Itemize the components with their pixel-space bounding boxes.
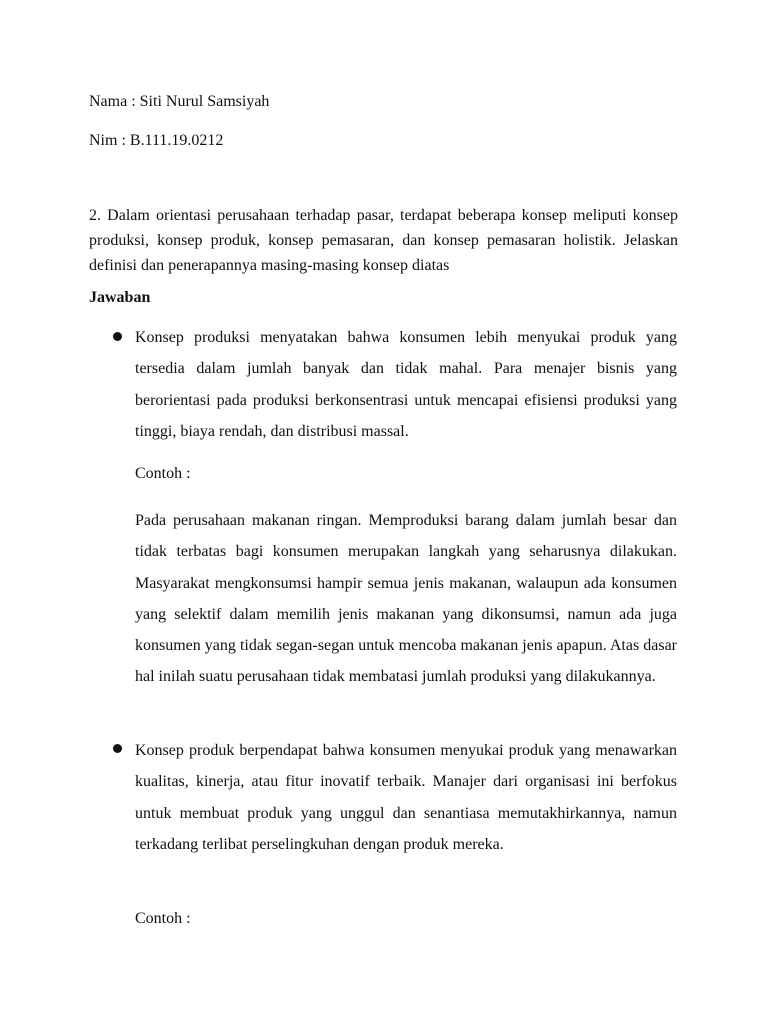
production-concept-text: Konsep produksi menyatakan bahwa konsumen lebih menyukai produk yang tersedia dalam jumlah banyak dan tidak mahal. Para menajer bisnis yang berorientasi pada produksi berkonsentrasi untuk mencapai efisiensi produksi yang tinggi, biaya rendah, dan distribusi massal. [135,329,677,440]
bullet-icon [113,332,122,341]
student-name: Nama : Siti Nurul Samsiyah [89,93,270,110]
student-nim: Nim : B.111.19.0212 [89,132,224,149]
bullet-icon [113,744,122,753]
example-label: Contoh : [135,465,191,482]
product-concept-text: Konsep produk berpendapat bahwa konsumen menyukai produk yang menawarkan kualitas, kinerja, atau fitur inovatif terbaik. Manajer dari organisasi ini berfokus untuk membuat produk yang unggul dan senantiasa memutakhirkannya, namun terkadang terlibat perselingkuhan dengan produk mereka. [135,742,677,853]
answer-heading: Jawaban [89,289,151,306]
question-text: 2. Dalam orientasi perusahaan terhadap pasar, terdapat beberapa konsep meliputi konsep produksi, konsep produk, konsep pemasaran, dan konsep pemasaran holistik. Jelaskan definisi dan penerapannya masing-masing konsep diatas [89,207,678,274]
example-label: Contoh : [135,910,191,927]
production-example-text: Pada perusahaan makanan ringan. Memproduksi barang dalam jumlah besar dan tidak terbatas bagi konsumen merupakan langkah yang seharusnya dilakukan. Masyarakat mengkonsumsi hampir semua jenis makanan, walaupun ada konsumen yang selektif dalam memilih jenis makanan yang dikonsumsi, namun ada juga konsumen yang tidak segan-segan untuk mencoba makanan jenis apapun. Atas dasar hal inilah suatu perusahaan tidak membatasi jumlah produksi yang dilakukannya. [135,512,677,686]
